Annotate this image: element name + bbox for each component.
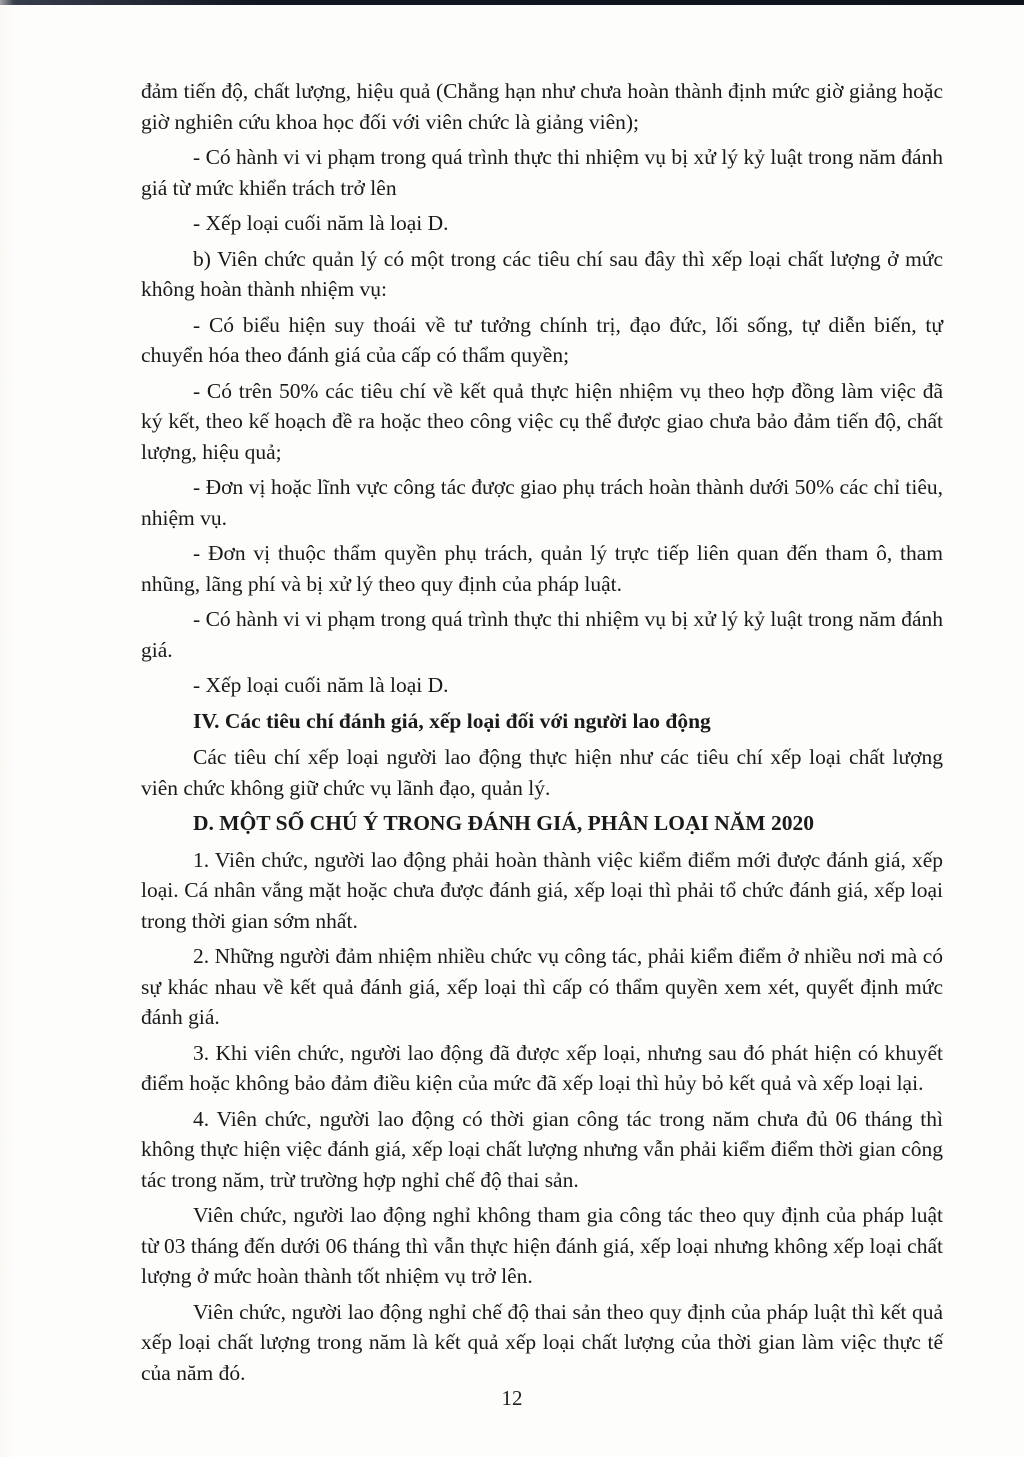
page-number: 12 bbox=[501, 1386, 523, 1410]
paragraph: - Có hành vi vi phạm trong quá trình thực thi nhiệm vụ bị xử lý kỷ luật trong năm đánh giá. bbox=[141, 607, 943, 662]
paragraph: 4. Viên chức, người lao động có thời gian công tác trong năm chưa đủ 06 tháng thì không thực hiện việc đánh giá, xếp loại chất lượng nhưng vẫn phải kiểm điểm thời gian công tác trong năm, trừ trường hợp nghỉ chế độ thai sản. bbox=[141, 1106, 943, 1192]
paragraph: 1. Viên chức, người lao động phải hoàn thành việc kiểm điểm mới được đánh giá, xếp loại. Cá nhân vắng mặt hoặc chưa được đánh giá, xếp loại thì phải tổ chức đánh giá, xếp loại trong thời gian sớm nhất. bbox=[141, 847, 943, 933]
paragraph: 3. Khi viên chức, người lao động đã được xếp loại, nhưng sau đó phát hiện có khuyết điểm hoặc không bảo đảm điều kiện của mức đã xếp loại thì hủy bỏ kết quả và xếp loại lại. bbox=[141, 1040, 943, 1095]
paragraph: - Có trên 50% các tiêu chí về kết quả thực hiện nhiệm vụ theo hợp đồng làm việc đã ký kết, theo kế hoạch đề ra hoặc theo công việc cụ thể được giao chưa bảo đảm tiến độ, chất lượng, hiệu quả; bbox=[141, 378, 943, 464]
paragraph: - Có biểu hiện suy thoái về tư tưởng chính trị, đạo đức, lối sống, tự diễn biến, tự chuyển hóa theo đánh giá của cấp có thẩm quyền; bbox=[141, 312, 943, 367]
paragraph: - Có hành vi vi phạm trong quá trình thực thi nhiệm vụ bị xử lý kỷ luật trong năm đánh giá từ mức khiển trách trở lên bbox=[141, 145, 943, 200]
paragraph: b) Viên chức quản lý có một trong các tiêu chí sau đây thì xếp loại chất lượng ở mức không hoàn thành nhiệm vụ: bbox=[141, 246, 943, 301]
paragraph: Các tiêu chí xếp loại người lao động thực hiện như các tiêu chí xếp loại chất lượng viên chức không giữ chức vụ lãnh đạo, quản lý. bbox=[141, 745, 943, 800]
paragraph: - Xếp loại cuối năm là loại D. bbox=[193, 673, 449, 697]
scan-artifact-top-edge bbox=[0, 0, 1024, 5]
scan-artifact-left-edge bbox=[0, 0, 14, 1457]
paragraph: - Đơn vị hoặc lĩnh vực công tác được giao phụ trách hoàn thành dưới 50% các chỉ tiêu, nhiệm vụ. bbox=[141, 475, 943, 530]
paragraph: đảm tiến độ, chất lượng, hiệu quả (Chẳng hạn như chưa hoàn thành định mức giờ giảng hoặc giờ nghiên cứu khoa học đối với viên chức là giảng viên); bbox=[141, 79, 943, 134]
paragraph: Viên chức, người lao động nghỉ chế độ thai sản theo quy định của pháp luật thì kết quả xếp loại chất lượng trong năm là kết quả xếp loại chất lượng của thời gian làm việc thực tế của năm đó. bbox=[141, 1299, 943, 1385]
paragraph: Viên chức, người lao động nghỉ không tham gia công tác theo quy định của pháp luật từ 03 tháng đến dưới 06 tháng thì vẫn thực hiện đánh giá, xếp loại nhưng không xếp loại chất lượng ở mức hoàn thành tốt nhiệm vụ trở lên. bbox=[141, 1203, 943, 1288]
section-heading: IV. Các tiêu chí đánh giá, xếp loại đối với người lao động bbox=[193, 708, 711, 733]
document-body bbox=[141, 76, 943, 1393]
paragraph: 2. Những người đảm nhiệm nhiều chức vụ công tác, phải kiểm điểm ở nhiều nơi mà có sự khác nhau về kết quả đánh giá, xếp loại thì cấp có thẩm quyền xem xét, quyết định mức đánh giá. bbox=[141, 944, 943, 1029]
section-heading: D. MỘT SỐ CHÚ Ý TRONG ĐÁNH GIÁ, PHÂN LOẠI NĂM 2020 bbox=[193, 811, 814, 835]
paragraph: - Đơn vị thuộc thẩm quyền phụ trách, quản lý trực tiếp liên quan đến tham ô, tham nhũng, lãng phí và bị xử lý theo quy định của pháp luật. bbox=[141, 541, 943, 596]
paragraph: - Xếp loại cuối năm là loại D. bbox=[193, 211, 449, 235]
